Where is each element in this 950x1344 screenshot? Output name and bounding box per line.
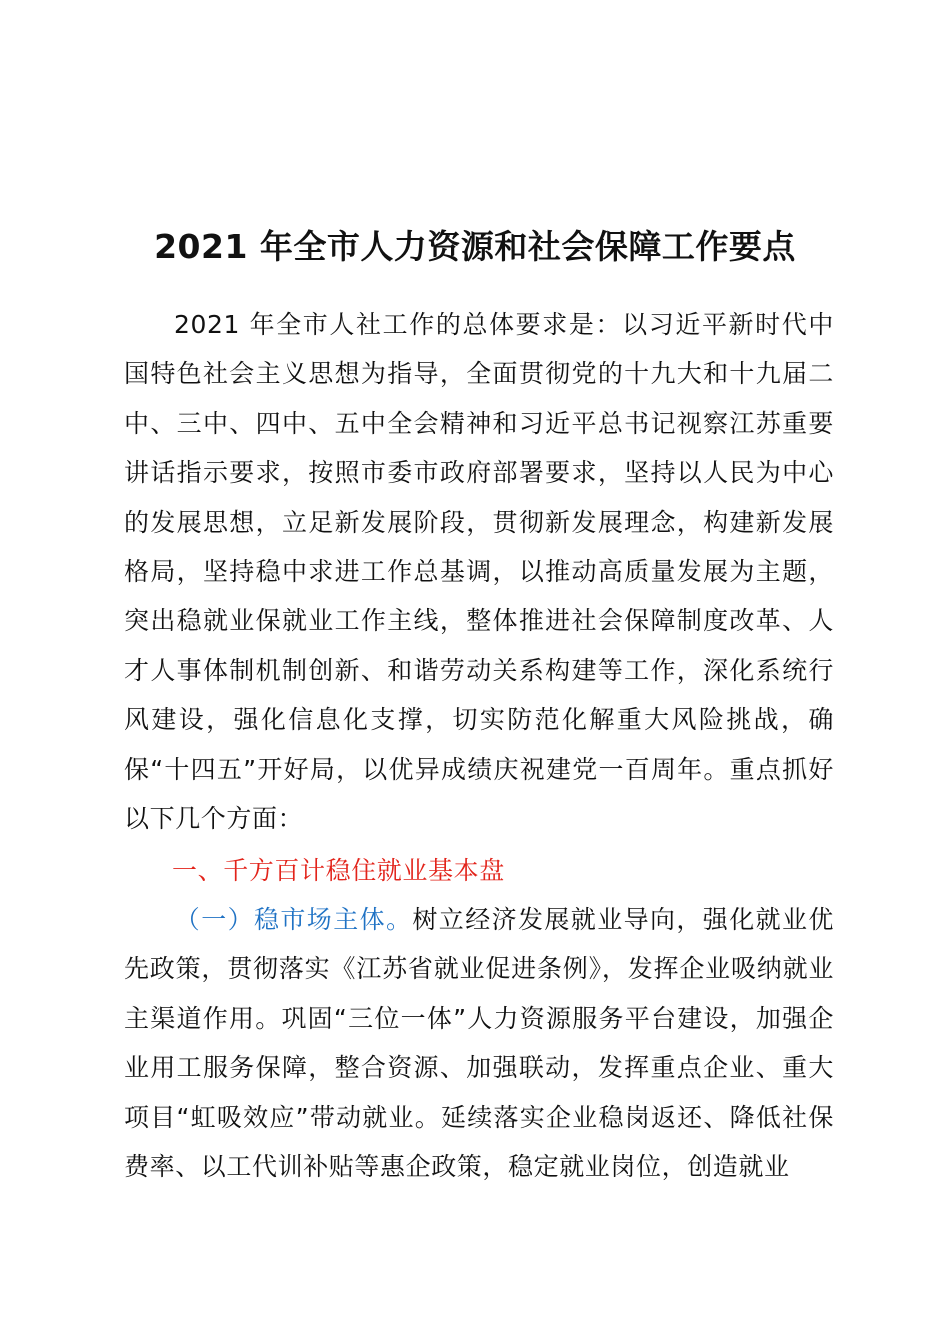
intro-text: 2021 年全市人社工作的总体要求是：以习近平新时代中国特色社会主义思想为指导，全面贯彻党的十九大和十九届二中、三中、四中、五中全会精神和习近平总书记视察江苏重要讲话指示要求，按照市委市政府部署要求，坚持以人民为中心的发展思想，立足新发展阶段，贯彻新发展理念，构建新发展格局，坚持稳中求进工作总基调，以推动高质量发展为主题，突出稳就业保就业工作主线，整体推进社会保障制度改革、人才人事体制机制创新、和谐劳动关系构建等工作，深化系统行风建设，强化信息化支撑，切实防范化解重大风险挑战，确保“十四五”开好局，以优异成绩庆祝建党一百周年。重点抓好以下几个方面：: [124, 310, 834, 834]
section1-item1-paragraph: [124, 895, 834, 1191]
section-heading-1: 一、千方百计稳住就业基本盘: [172, 856, 505, 885]
section1-item1-text: 树立经济发展就业导向，强化就业优先政策，贯彻落实《江苏省就业促进条例》，发挥企业吸纳就业主渠道作用。巩固“三位一体”人力资源服务平台建设，加强企业用工服务保障，整合资源、加强联动，发挥重点企业、重大项目“虹吸效应”带动就业。延续落实企业稳岗返还、降低社保费率、以工代训补贴等惠企政策，稳定就业岗位，创造就业: [124, 905, 834, 1182]
section1-item1-label: （一）稳市场主体。: [174, 905, 413, 934]
intro-paragraph: [124, 300, 834, 843]
document-title: 2021 年全市人力资源和社会保障工作要点: [154, 227, 796, 266]
